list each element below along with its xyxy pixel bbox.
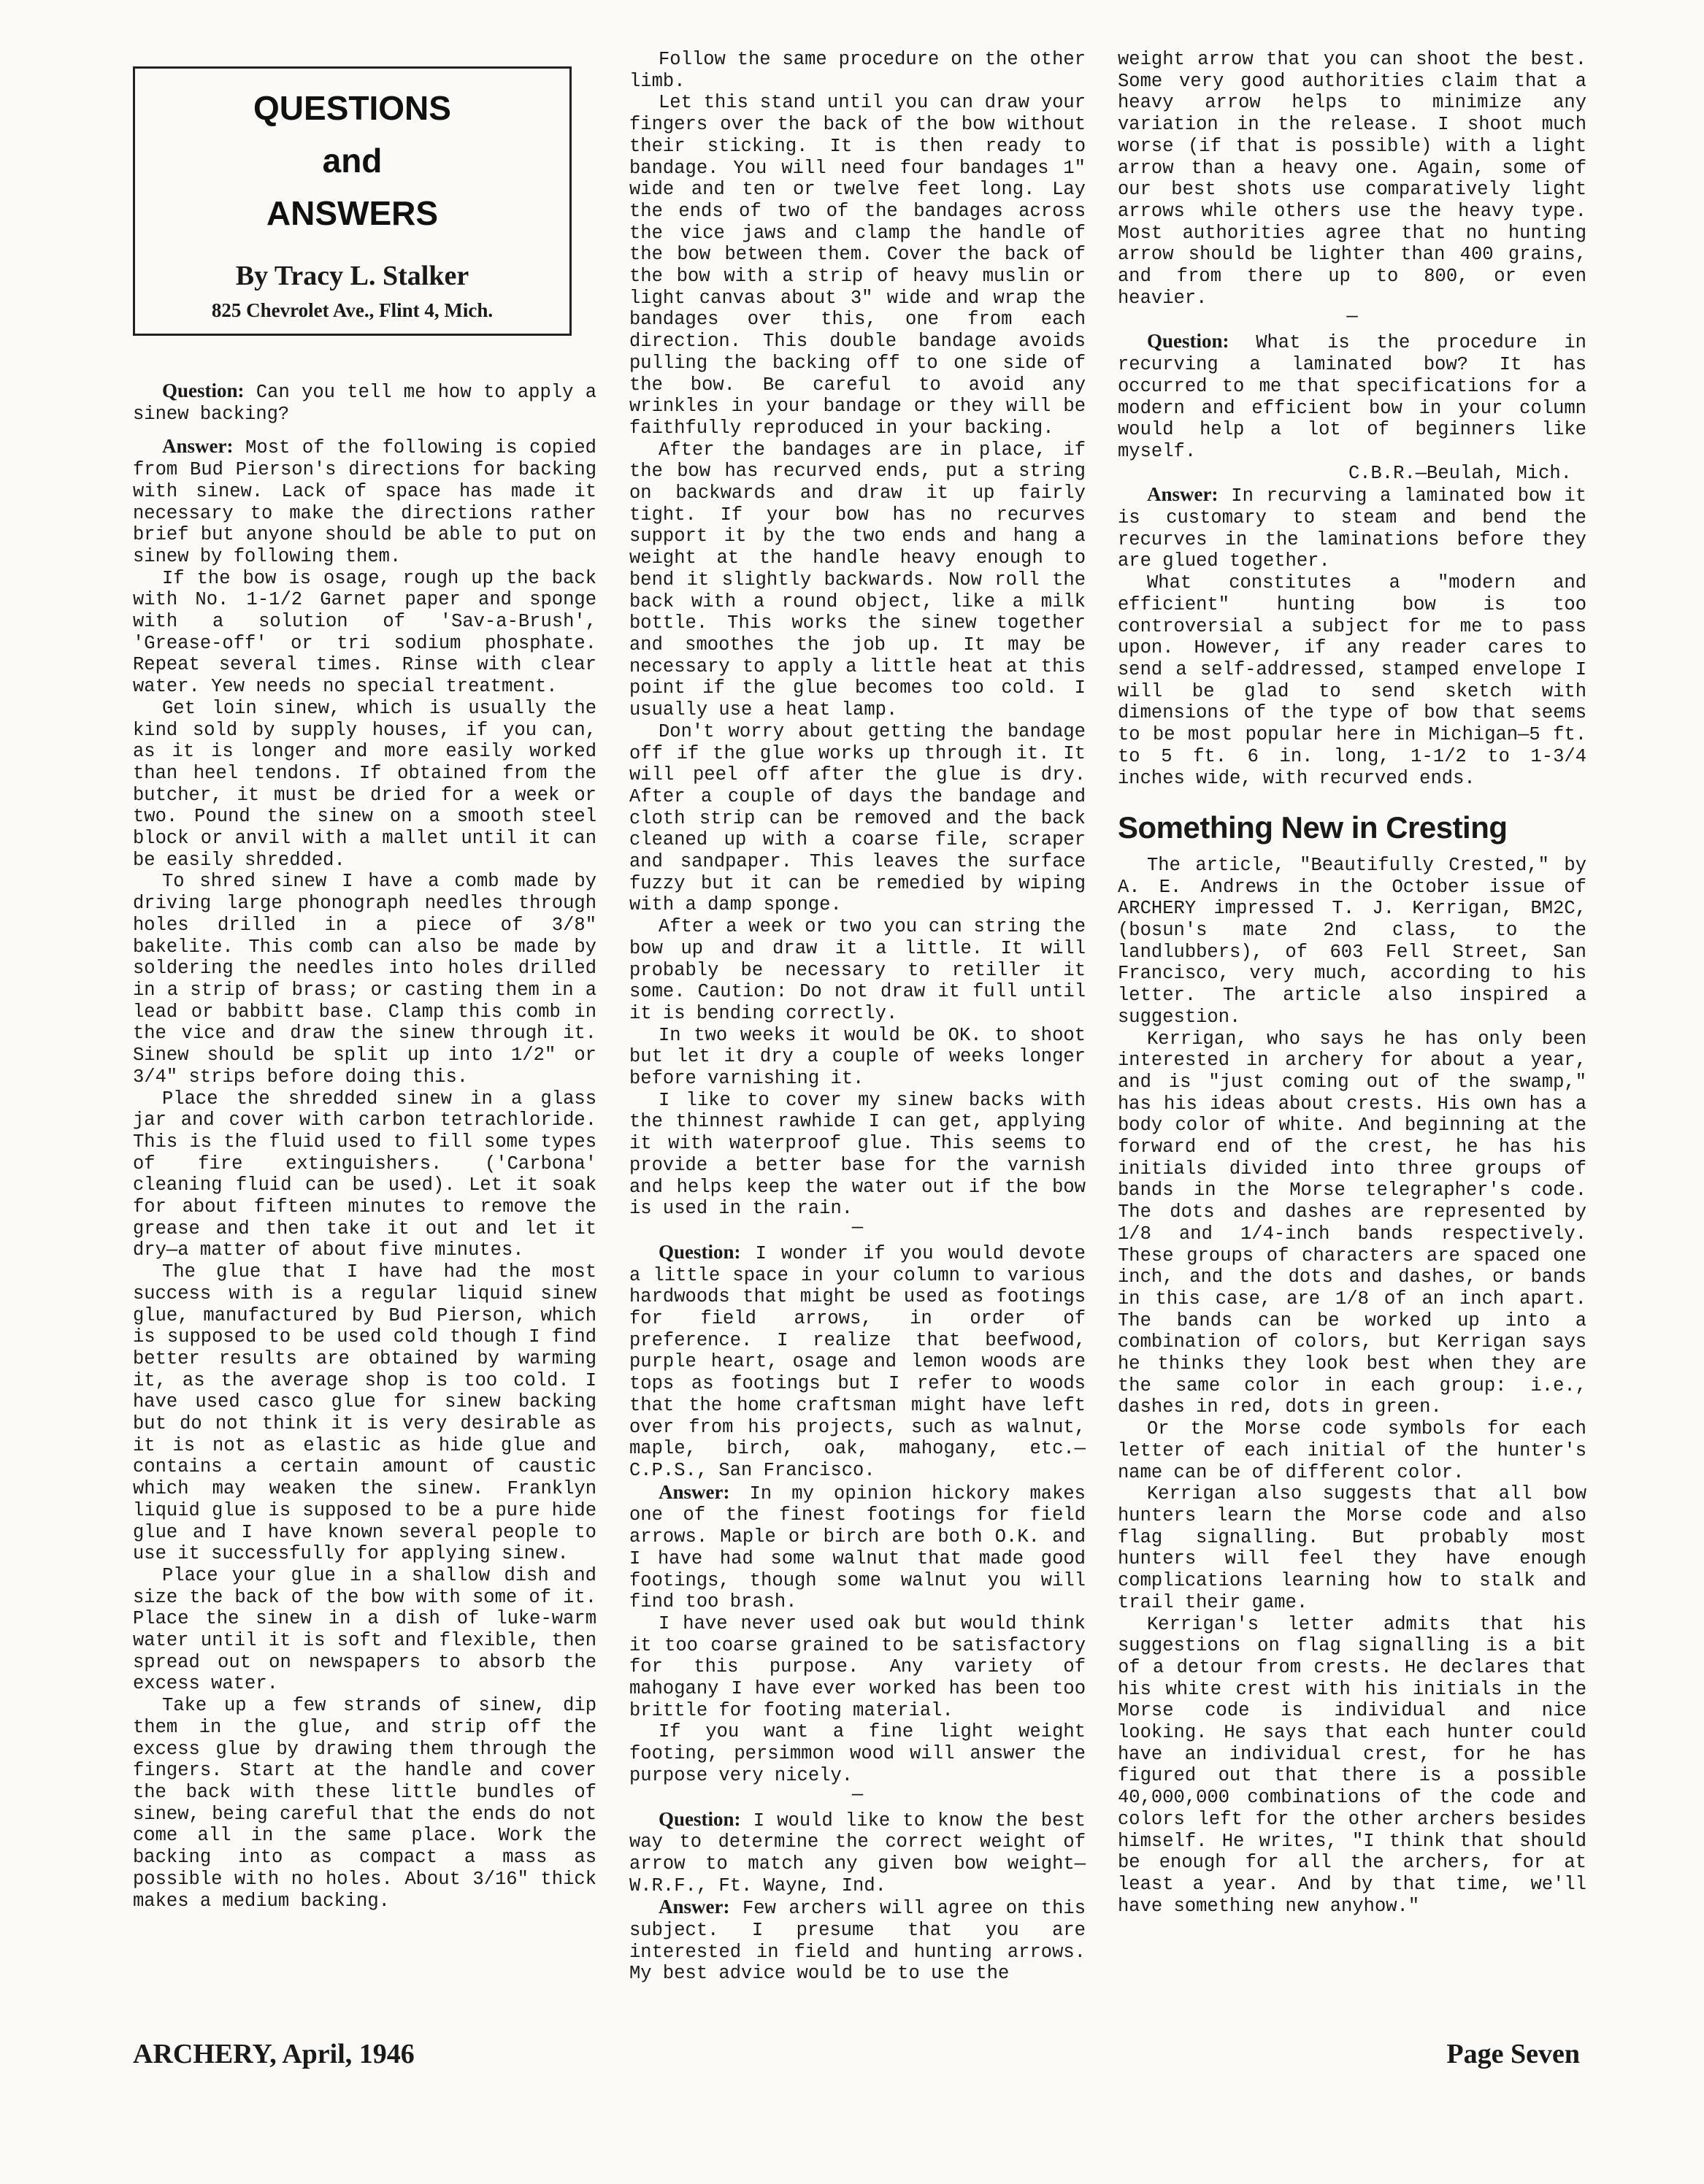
title-answers: ANSWERS [266, 194, 439, 232]
title-and: and [322, 142, 383, 180]
column-2 [629, 49, 1086, 1985]
paragraph: The glue that I have had the most success with is a regular liquid sinew glue, manufactured by Bud Pierson, which is supposed to be used cold though I find better results are obtained by warming it, as the average shop is too cold. I have used casco glue for sinew backing but do not think it is very desirable as it is not as elastic as hide glue and contains a certain amount of caustic which may weaken the sinew. Franklyn liquid glue is supposed to be a pure hide glue and I have known several people to use it successfully for applying sinew. [133, 1261, 596, 1565]
title-questions: QUESTIONS [253, 89, 451, 127]
answer-label: Answer: [162, 435, 234, 458]
paragraph: What constitutes a "modern and efficient" hunting bow is too controversial a subject for me to pass upon. However, if any reader cares to send a self-addressed, stamped envelope I will be glad to send sketch with dimensions of the type of bow that seems to be most popular here in Michigan—5 ft. to 5 ft. 6 in. long, 1-1/2 to 1-3/4 inches wide, with recurved ends. [1118, 572, 1586, 789]
paragraph: Don't worry about getting the bandage off if the glue works up through it. It will peel off after the glue is dry. After a couple of days the bandage and cloth strip can be removed and the back cleaned up with a coarse file, scraper and sandpaper. This leaves the surface fuzzy but it can be remedied by wiping with a damp sponge. [629, 720, 1086, 916]
question-4-signature: C.B.R.—Beulah, Mich. [1348, 462, 1572, 484]
answer-1: Answer: Most of the following is copied from Bud Pierson's directions for backing with sinew. Lack of space has made it necessary to make the directions rather brief but anyone should be able to put on sinew by following them. [133, 435, 596, 567]
paragraph: Place the shredded sinew in a glass jar and cover with carbon tetrachloride. This is the fluid used to fill some types of fire extinguishers. ('Carbona' cleaning fluid can be used). Let it soak for about fifteen minutes to remove the grease and then take it out and let it dry—a matter of about five minutes. [133, 1088, 596, 1261]
answer-3: Answer: Few archers will agree on this subject. I presume that you are interested in field and hunting arrows. My best advice would be to use the [629, 1896, 1086, 1985]
question-label: Question: [162, 380, 245, 401]
title-box [133, 66, 572, 336]
paragraph: If you want a fine light weight footing, persimmon wood will answer the purpose very nicely. [629, 1721, 1086, 1786]
paragraph: After the bandages are in place, if the bow has recurved ends, put a string on backwards and draw it up fairly tight. If your bow has no recurves support it by the two ends and hang a weight at the handle heavy enough to bend it slightly backwards. Now roll the back with a round object, like a milk bottle. This works the sinew together and smoothes the job up. It may be necessary to apply a little heat at this point if the glue becomes too cold. I usually use a heat lamp. [629, 439, 1086, 721]
question-4: Question: What is the procedure in recurving a laminated bow? It has occurred to me that specifications for a modern and efficient bow in your column would help a lot of beginners like myself. [1118, 330, 1586, 462]
section-title: Something New in Cresting [1118, 810, 1508, 845]
paragraph: In two weeks it would be OK. to shoot but let it dry a couple of weeks longer before varnishing it. [629, 1024, 1086, 1090]
answer-4: Answer: In recurving a laminated bow it is customary to steam and bend the recurves in the laminations before they are glued together. [1118, 483, 1586, 572]
paragraph: Take up a few strands of sinew, dip them in the glue, and strip off the excess glue by drawing them through the fingers. Start at the handle and cover the back with these little bundles of sinew, being careful that the ends do not come all in the same place. Work the backing into as compact a mass as possible with no holes. About 3/16" thick makes a medium backing. [133, 1695, 596, 1912]
paragraph: I like to cover my sinew backs with the thinnest rawhide I can get, applying it with waterproof glue. This seems to provide a better base for the varnish and helps keep the water out if the bow is used in the rain. [629, 1089, 1086, 1220]
separator-dash: — [1346, 306, 1358, 328]
paragraph: The article, "Beautifully Crested," by A. E. Andrews in the October issue of ARCHERY impressed T. J. Kerrigan, BM2C, (bosun's mate 2nd class, to the landlubbers), of 603 Fell Street, San Francisco, very much, according to his letter. The article also inspired a suggestion. [1118, 854, 1586, 1028]
paragraph: weight arrow that you can shoot the best. Some very good authorities claim that a heavy arrow helps to minimize any variation in the release. I shoot much worse (if that is possible) with a light arrow than a heavy one. Again, some of our best shots use comparatively light arrows while others use the heavy type. Most authorities agree that no hunting arrow should be lighter than 400 grains, and from there up to 800, or even heavier. [1118, 49, 1586, 309]
question-2: Question: I wonder if you would devote a little space in your column to various hardwoods that might be used as footings for field arrows, in order of preference. I realize that beefwood, purple heart, osage and lemon woods are tops as footings but I refer to woods that the home craftsman might have left over from his projects, such as walnut, maple, birch, oak, mahogany, etc.—C.P.S., San Francisco. [629, 1240, 1086, 1481]
paragraph: If the bow is osage, rough up the back with No. 1-1/2 Garnet paper and sponge with a solution of 'Sav-a-Brush', 'Grease-off' or tri sodium phosphate. Repeat several times. Rinse with clear water. Yew needs no special treatment. [133, 567, 596, 698]
paragraph: Kerrigan also suggests that all bow hunters learn the Morse code and also flag signalling. But probably most hunters will feel they have enough complications learning how to stalk and trail their game. [1118, 1483, 1586, 1613]
answer-2: Answer: In my opinion hickory makes one of the finest footings for field arrows. Maple or birch are both O.K. and I have had some walnut that made good footings, though some walnut you will find too brash. [629, 1480, 1086, 1613]
question-1: Question: Can you tell me how to apply a sinew backing? [133, 380, 597, 425]
footer-publication: ARCHERY, April, 1946 [133, 2039, 415, 2069]
separator-dash: — [851, 1783, 864, 1805]
paragraph: Let this stand until you can draw your fingers over the back of the bow without their sticking. It is then ready to bandage. You will need four bandages 1" wide and ten or twelve feet long. Lay the ends of two of the bandages across the vice jaws and clamp the handle of the bow between them. Cover the back of the bow with a strip of heavy muslin or light canvas about 3" wide and wrap the bandages over this, one from each direction. This double bandage avoids pulling the backing off to one side of the bow. Be careful to avoid any wrinkles in your bandage or they will be faithfully reproduced in your backing. [629, 92, 1086, 439]
paragraph: Follow the same procedure on the other limb. [629, 49, 1086, 92]
paragraph: After a week or two you can string the bow up and draw it a little. It will probably be necessary to retiller it some. Caution: Do not draw it full until it is bending correctly. [629, 916, 1086, 1024]
column-1 [133, 380, 596, 1912]
author-address: 825 Chevrolet Ave., Flint 4, Mich. [211, 299, 494, 321]
byline: By Tracy L. Stalker [235, 261, 469, 291]
paragraph: Place your glue in a shallow dish and size the back of the bow with some of it. Place the sinew in a dish of luke-warm water until it is soft and flexible, then spread out on newspapers to absorb the excess water. [133, 1564, 596, 1695]
paragraph: Or the Morse code symbols for each letter of each initial of the hunter's name can be of different color. [1118, 1418, 1586, 1483]
paragraph: Get loin sinew, which is usually the kind sold by supply houses, if you can, as it is longer and more easily worked than heel tendons. If obtained from the butcher, it must be dried for a week or two. Pound the sinew on a smooth steel block or anvil with a mallet until it can be easily shredded. [133, 697, 596, 871]
paragraph: Kerrigan's letter admits that his suggestions on flag signalling is a bit of a detour from crests. He declares that his white crest with his initials in the Morse code is individual and nice looking. He says that each hunter could have an individual crest, for he has figured out that there is a possible 40,000,000 combinations of the code and colors left for the other archers besides himself. He writes, "I think that should be enough for all the archers, for at least a year. And by that time, we'll have something new anyhow." [1118, 1613, 1586, 1917]
footer-page-number: Page Seven [1446, 2039, 1580, 2069]
column-3 [1118, 49, 1586, 1917]
paragraph: I have never used oak but would think it too coarse grained to be satisfactory for this purpose. Any variety of mahogany I have ever worked has been too brittle for footing material. [629, 1612, 1086, 1721]
paragraph: To shred sinew I have a comb made by driving large phonograph needles through holes drilled in a piece of 3/8" bakelite. This comb can also be made by soldering the needles into holes drilled in a strip of brass; or casting them in a lead or babbitt base. Clamp this comb in the vice and draw the sinew through it. Sinew should be split up into 1/2" or 3/4" strips before doing this. [133, 871, 596, 1088]
separator-dash: — [851, 1216, 864, 1238]
paragraph: Kerrigan, who says he has only been interested in archery for about a year, and is "just coming out of the swamp," has his ideas about crests. His own has a body color of white. And beginning at the forward end of the crest, he has his initials divided into three groups of bands in the Morse telegrapher's code. The dots and dashes are represented by 1/8 and 1/4-inch bands respectively. These groups of characters are spaced one inch, and the dots and dashes, or bands in this case, are 1/8 of an inch apart. The bands can be worked up into a combination of colors, but Kerrigan says he thinks they look best when they are the same color in each group: i.e., dashes in red, dots in green. [1118, 1028, 1586, 1418]
question-3: Question: I would like to know the best way to determine the correct weight of arrow to match any given bow weight—W.R.F., Ft. Wayne, Ind. [629, 1807, 1086, 1896]
